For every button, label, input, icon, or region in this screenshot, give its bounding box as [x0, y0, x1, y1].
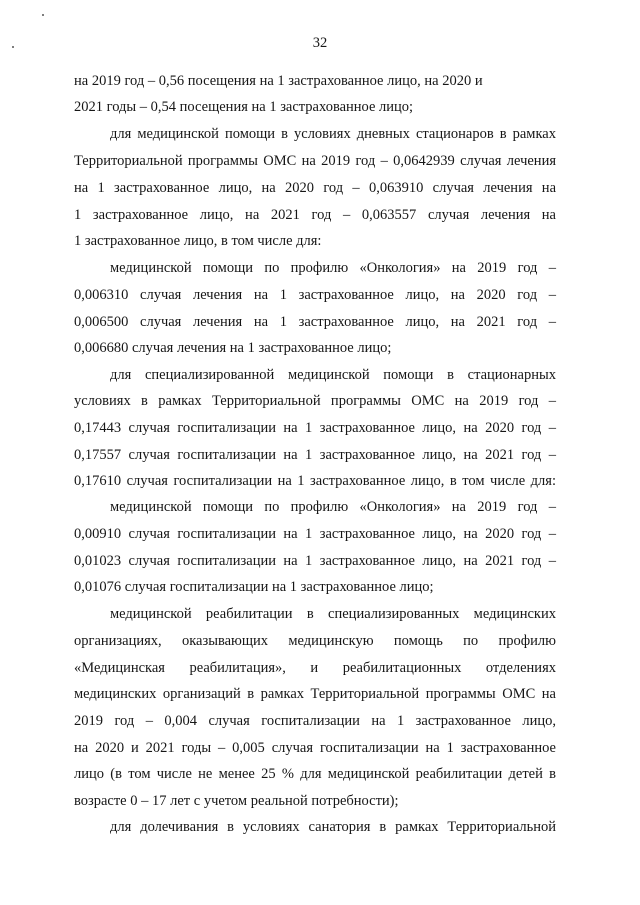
text-line: 2021 годы – 0,54 посещения на 1 застрахованное лицо; [74, 99, 414, 115]
text-line: Территориальной программы ОМС на 2019 год – 0,0642939 случая лечения [74, 153, 556, 169]
text-line: 0,006680 случая лечения на 1 застрахованное лицо; [74, 340, 392, 356]
text-line: лицо (в том числе не менее 25 % для медицинской реабилитации детей в [74, 766, 556, 782]
text-line: 0,00910 случая госпитализации на 1 застрахованное лицо, на 2020 год – [74, 526, 556, 542]
text-line: 2019 год – 0,004 случая госпитализации на 1 застрахованное лицо, [74, 713, 556, 729]
text-line: на 1 застрахованное лицо, на 2020 год – 0,063910 случая лечения на [74, 180, 556, 196]
text-line: 0,17443 случая госпитализации на 1 застрахованное лицо, на 2020 год – [74, 420, 556, 436]
text-line: медицинской реабилитации в специализированных медицинских [110, 606, 556, 622]
text-line: для специализированной медицинской помощи в стационарных [110, 367, 556, 383]
text-line: 1 застрахованное лицо, в том числе для: [74, 233, 322, 249]
text-line: 0,17610 случая госпитализации на 1 застрахованное лицо, в том числе для: [74, 473, 556, 489]
text-line: для медицинской помощи в условиях дневных стационаров в рамках [110, 126, 556, 142]
text-line: 1 застрахованное лицо, на 2021 год – 0,063557 случая лечения на [74, 207, 556, 223]
text-line: 0,01076 случая госпитализации на 1 застрахованное лицо; [74, 579, 434, 595]
page-number: 32 [312, 35, 328, 51]
text-line: 0,006310 случая лечения на 1 застрахованное лицо, на 2020 год – [74, 287, 556, 303]
text-line: 0,01023 случая госпитализации на 1 застрахованное лицо, на 2021 год – [74, 553, 556, 569]
text-line: на 2019 год – 0,56 посещения на 1 застрахованное лицо, на 2020 и [74, 73, 483, 89]
text-line: медицинской помощи по профилю «Онкология» на 2019 год – [110, 499, 556, 515]
text-line: для долечивания в условиях санатория в рамках Территориальной [110, 819, 556, 835]
text-line: на 2020 и 2021 годы – 0,005 случая госпитализации на 1 застрахованное [74, 740, 556, 756]
text-line: организациях, оказывающих медицинскую помощь по профилю [74, 633, 556, 649]
text-line: медицинских организаций в рамках Территориальной программы ОМС на [74, 686, 556, 702]
scan-speck [42, 14, 44, 16]
text-line: возрасте 0 – 17 лет с учетом реальной потребности); [74, 793, 399, 809]
text-line: медицинской помощи по профилю «Онкология» на 2019 год – [110, 260, 556, 276]
text-line: 0,17557 случая госпитализации на 1 застрахованное лицо, на 2021 год – [74, 447, 556, 463]
text-line: 0,006500 случая лечения на 1 застрахованное лицо, на 2021 год – [74, 314, 556, 330]
text-line: «Медицинская реабилитация», и реабилитационных отделениях [74, 660, 556, 676]
text-line: условиях в рамках Территориальной программы ОМС на 2019 год – [74, 393, 556, 409]
